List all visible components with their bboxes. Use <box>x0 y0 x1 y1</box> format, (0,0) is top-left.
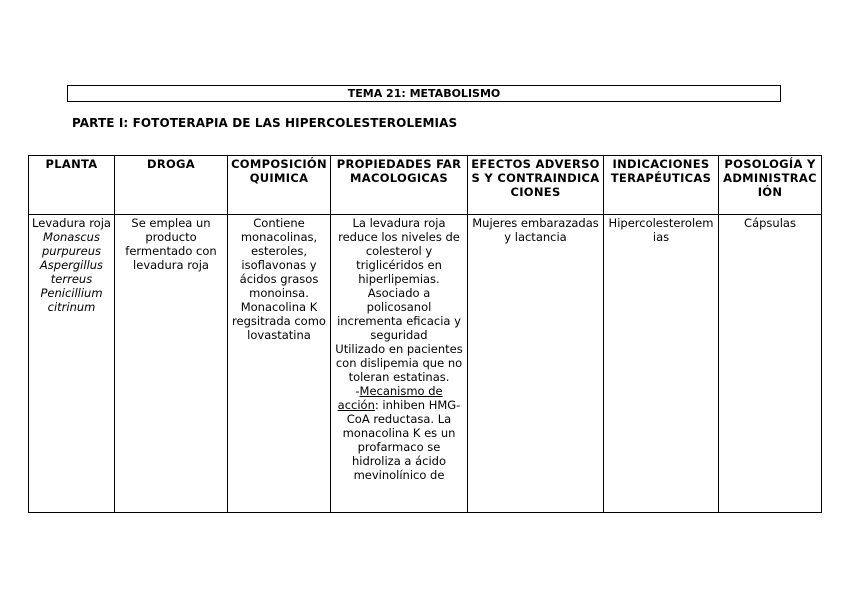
header-droga: DROGA <box>115 156 228 215</box>
header-posologia: POSOLOGÍA Y ADMINISTRACIÓN <box>719 156 822 215</box>
cell-planta <box>29 215 115 513</box>
mechanism-prefix: - <box>355 384 360 398</box>
header-composicion: COMPOSICIÓN QUIMICA <box>228 156 331 215</box>
plant-species: Aspergillus terreus <box>39 258 104 286</box>
header-efectos: EFECTOS ADVERSOS Y CONTRAINDICACIONES <box>468 156 604 215</box>
plant-species: Penicillium citrinum <box>40 286 103 314</box>
property-text: La levadura roja reduce los niveles de colesterol y triglicéridos en hiperlipemias. <box>338 216 460 286</box>
cell-posologia: Cápsulas <box>719 215 822 513</box>
table-row <box>29 215 822 513</box>
cell-efectos: Mujeres embarazadas y lactancia <box>468 215 604 513</box>
cell-composicion: Contiene monacolinas, esteroles, isoflavonas y ácidos grasos monoinsa. Monacolina K regsitrada como lovastatina <box>228 215 331 513</box>
header-propiedades: PROPIEDADES FARMACOLOGICAS <box>331 156 468 215</box>
mechanism-text: : inhiben HMG-CoA reductasa. La monacolina K es un profarmaco se hidroliza a ácido mevinolínico de <box>342 398 461 482</box>
section-heading: PARTE I: FOTOTERAPIA DE LAS HIPERCOLESTEROLEMIAS <box>72 116 458 130</box>
header-indicaciones: INDICACIONES TERAPÉUTICAS <box>604 156 719 215</box>
document-title: TEMA 21: METABOLISMO <box>67 85 781 102</box>
cell-propiedades <box>331 215 468 513</box>
plant-common-name: Levadura roja <box>32 216 111 230</box>
header-planta: PLANTA <box>29 156 115 215</box>
cell-droga: Se emplea un producto fermentado con levadura roja <box>115 215 228 513</box>
table-header-row <box>29 156 822 215</box>
phytotherapy-table <box>28 155 822 513</box>
plant-species: Monascus purpureus <box>42 230 101 258</box>
property-text: Utilizado en pacientes con dislipemia que no toleran estatinas. <box>335 342 463 384</box>
property-text: Asociado a policosanol incrementa eficacia y seguridad <box>337 286 461 342</box>
cell-indicaciones: Hipercolesterolemias <box>604 215 719 513</box>
mechanism-label: Mecanismo de acción <box>337 384 443 412</box>
